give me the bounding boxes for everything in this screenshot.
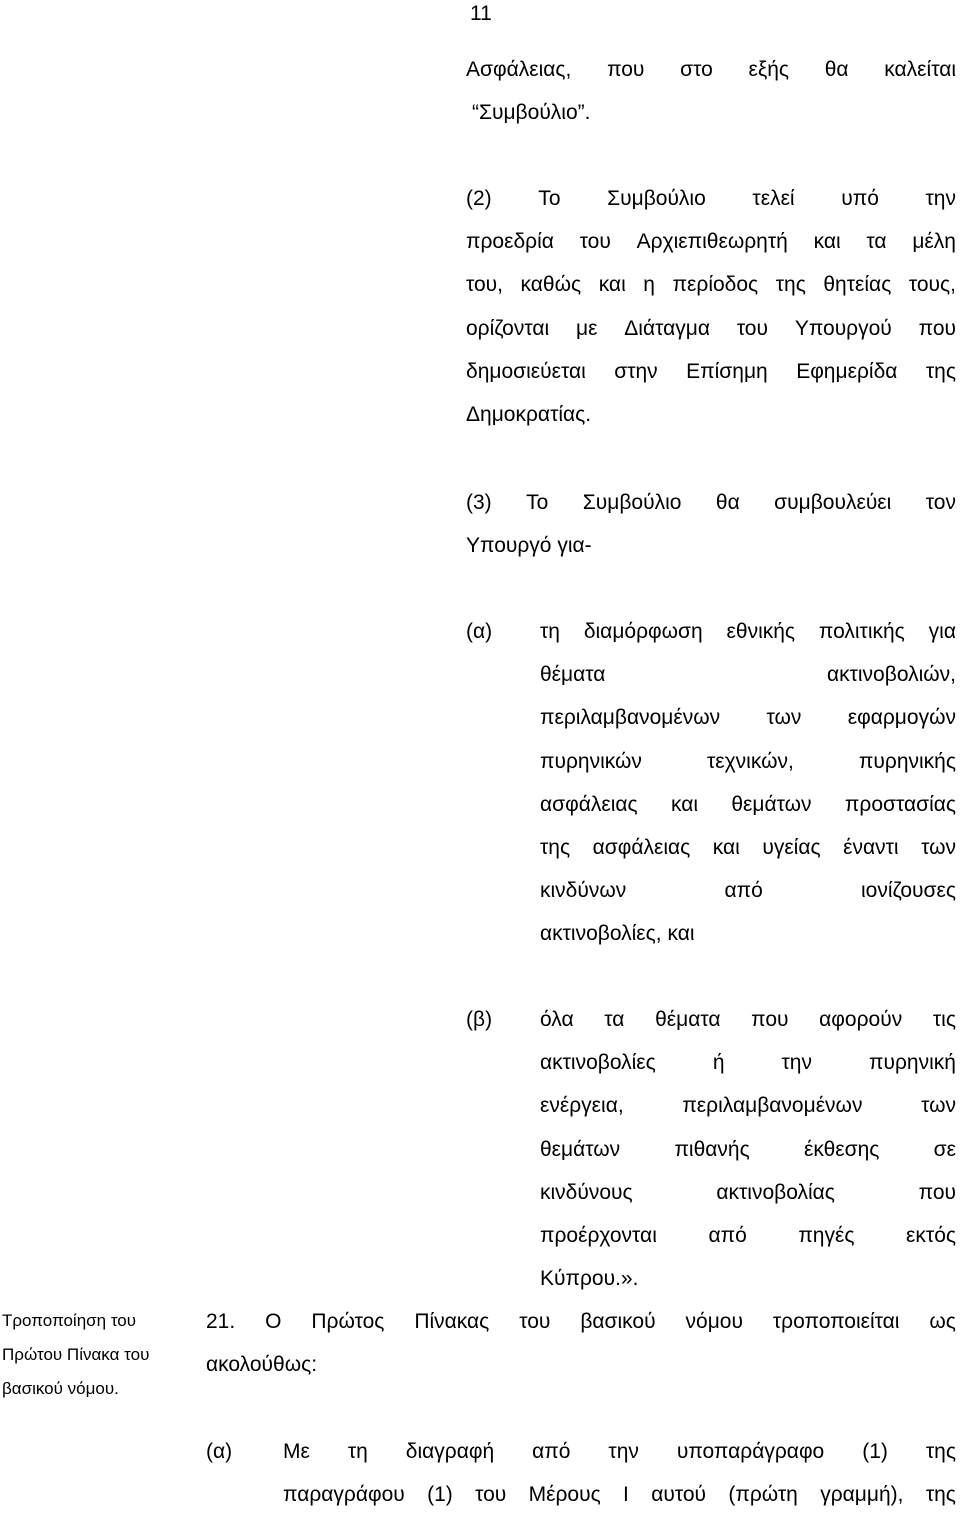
word: εφαρμογών xyxy=(847,706,956,730)
word: τα xyxy=(866,230,887,254)
word: που xyxy=(918,316,956,340)
text-line xyxy=(540,740,956,783)
word: Υπουργού xyxy=(794,316,892,340)
word: τη xyxy=(540,620,560,643)
word: θέματα xyxy=(540,663,606,687)
word: από xyxy=(532,1440,571,1463)
word: ορίζονται xyxy=(466,316,550,340)
word: Μέρους xyxy=(528,1483,601,1507)
word: συμβουλεύει xyxy=(774,491,892,514)
text-line xyxy=(540,653,956,696)
word: περιλαμβανομένων xyxy=(682,1094,863,1118)
word: έκθεσης xyxy=(803,1137,880,1161)
word: ασφάλειας xyxy=(540,792,638,816)
word: που xyxy=(607,58,645,81)
word: Ο xyxy=(265,1310,282,1333)
text-line xyxy=(540,610,956,653)
word: θεμάτων xyxy=(731,792,812,816)
word: αφορούν xyxy=(819,1008,903,1031)
word: 21. xyxy=(206,1310,236,1333)
word: την xyxy=(781,1051,812,1075)
word: Εφημερίδα xyxy=(796,359,898,383)
word: Το xyxy=(526,491,549,514)
word: θέματα xyxy=(655,1008,721,1031)
word: Συμβούλιο xyxy=(607,187,706,210)
word: του xyxy=(736,316,768,340)
word: Αρχιεπιθεωρητή xyxy=(636,230,788,254)
word: ακτινοβολίας xyxy=(716,1180,835,1204)
word: Με xyxy=(283,1440,310,1463)
word: ακτινοβολίες xyxy=(540,1051,656,1075)
text-line xyxy=(466,48,956,91)
word: Επίσημη xyxy=(686,359,768,383)
word: περίοδος xyxy=(672,273,759,297)
text-line: ακτινοβολίες, και xyxy=(540,922,695,946)
word: Συμβούλιο xyxy=(582,491,682,514)
word: τους, xyxy=(908,273,956,297)
word: διαγραφή xyxy=(405,1440,495,1463)
word: τον xyxy=(925,491,956,514)
word: ιονίζουσες xyxy=(861,879,956,903)
sub-a-text xyxy=(283,1430,956,1516)
word: προεδρία xyxy=(466,230,554,254)
word: τη xyxy=(347,1440,368,1463)
word: γραμμή), xyxy=(820,1483,904,1507)
word: της xyxy=(925,1440,956,1463)
text-line: “Συμβούλιο”. xyxy=(472,101,591,125)
word: πυρηνικής xyxy=(858,749,956,773)
margin-note-line: Πρώτου Πίνακα του xyxy=(2,1345,150,1364)
word: θα xyxy=(824,58,849,81)
word: Πρώτος xyxy=(311,1310,385,1333)
word: με xyxy=(575,316,598,340)
word: διαμόρφωση xyxy=(583,620,703,643)
word: ως xyxy=(929,1310,956,1333)
text-line: Υπουργό για- xyxy=(466,534,592,558)
text-line xyxy=(206,1300,956,1343)
text-line xyxy=(466,307,956,350)
word: και xyxy=(598,273,626,297)
word: ασφάλειας xyxy=(592,836,691,860)
word: ενέργεια, xyxy=(540,1094,624,1118)
word: εξής xyxy=(748,58,790,81)
text-line: Δημοκρατίας. xyxy=(466,403,592,427)
word: κινδύνων xyxy=(540,879,627,903)
text-line xyxy=(466,263,956,306)
word: κινδύνους xyxy=(540,1180,633,1204)
word: Πίνακας xyxy=(414,1310,490,1333)
word: του xyxy=(475,1483,507,1507)
word: την xyxy=(925,187,956,210)
word: που xyxy=(918,1180,956,1204)
item-a-label: (α) xyxy=(466,620,493,643)
word: και xyxy=(670,792,699,816)
word: στο xyxy=(680,58,713,81)
word: πιθανής xyxy=(674,1137,750,1161)
text-line xyxy=(466,481,956,524)
word: θεμάτων xyxy=(540,1137,621,1161)
word: αυτού xyxy=(651,1483,707,1507)
text-line xyxy=(540,1214,956,1257)
word: πηγές xyxy=(798,1224,855,1248)
text-line xyxy=(283,1430,956,1473)
text-line xyxy=(540,1041,956,1084)
word: της xyxy=(775,273,806,297)
word: τα xyxy=(604,1008,625,1031)
word: εκτός xyxy=(906,1224,956,1248)
text-line xyxy=(540,783,956,826)
word: (3) xyxy=(466,491,492,514)
word: Ι xyxy=(623,1483,629,1507)
word: του xyxy=(519,1310,551,1333)
word: της xyxy=(540,836,571,860)
text-line xyxy=(283,1473,956,1516)
word: υγείας xyxy=(762,836,821,860)
item-b-text xyxy=(540,998,956,1300)
word: των xyxy=(766,706,802,730)
text-line: ακολούθως: xyxy=(206,1353,318,1377)
word: θα xyxy=(715,491,740,514)
word: τελεί xyxy=(752,187,795,210)
word: παραγράφου xyxy=(283,1483,405,1507)
word: πυρηνική xyxy=(869,1051,956,1075)
text-line xyxy=(466,350,956,393)
word: προέρχονται xyxy=(540,1224,657,1248)
word: τις xyxy=(932,1008,956,1031)
word: των xyxy=(921,1094,956,1118)
section-21 xyxy=(206,1300,956,1386)
word: πολιτικής xyxy=(818,620,905,643)
word: περιλαμβανομένων xyxy=(540,706,721,730)
item-b-label: (β) xyxy=(466,1008,493,1031)
intro-paragraph xyxy=(466,48,956,134)
word: την xyxy=(608,1440,639,1463)
margin-note-line: βασικού νόμου. xyxy=(2,1379,119,1398)
word: υπό xyxy=(841,187,879,210)
word: Διάταγμα xyxy=(624,316,710,340)
word: όλα xyxy=(540,1008,574,1031)
margin-note-line: Τροποποίηση του xyxy=(2,1311,137,1330)
sub-a-label: (α) xyxy=(206,1440,233,1463)
text-line xyxy=(466,177,956,220)
word: εθνικής xyxy=(726,620,796,643)
word: που xyxy=(751,1008,789,1031)
word: βασικού xyxy=(580,1310,656,1333)
text-line xyxy=(540,1171,956,1214)
word: του, xyxy=(466,273,503,297)
paragraph-3 xyxy=(466,481,956,567)
word: (1) xyxy=(862,1440,888,1463)
page-number: 11 xyxy=(470,2,492,25)
text-line xyxy=(540,696,956,739)
text-line xyxy=(540,1128,956,1171)
word: σε xyxy=(933,1137,956,1161)
word: του xyxy=(579,230,611,254)
word: θητείας xyxy=(823,273,892,297)
word: δημοσιεύεται xyxy=(466,359,586,383)
word: στην xyxy=(614,359,658,383)
text-line xyxy=(540,1084,956,1127)
word: μέλη xyxy=(912,230,956,254)
word: τεχνικών, xyxy=(707,749,794,773)
word: και xyxy=(712,836,740,860)
word: προστασίας xyxy=(844,792,956,816)
word: για xyxy=(928,620,956,643)
word: τροποποιείται xyxy=(772,1310,900,1333)
word: υποπαράγραφο xyxy=(676,1440,825,1463)
text-line: Κύπρου.». xyxy=(540,1267,639,1291)
word: Ασφάλειας, xyxy=(466,58,572,81)
word: πυρηνικών xyxy=(540,749,642,773)
text-line xyxy=(540,998,956,1041)
text-line xyxy=(540,826,956,869)
word: (1) xyxy=(427,1483,453,1507)
word: και xyxy=(813,230,841,254)
word: ακτινοβολιών, xyxy=(826,663,956,687)
item-a-text xyxy=(540,610,956,956)
word: από xyxy=(724,879,763,903)
word: η xyxy=(643,273,655,297)
margin-note xyxy=(2,1304,149,1406)
word: από xyxy=(708,1224,747,1248)
word: έναντι xyxy=(843,836,899,860)
word: καθώς xyxy=(520,273,582,297)
word: ή xyxy=(712,1051,725,1075)
word: καλείται xyxy=(884,58,956,81)
text-line xyxy=(540,869,956,912)
word: νόμου xyxy=(685,1310,743,1333)
word: της xyxy=(925,359,956,383)
word: (πρώτη xyxy=(728,1483,798,1507)
word: των xyxy=(921,836,956,860)
word: Το xyxy=(538,187,561,210)
text-line xyxy=(466,220,956,263)
paragraph-2 xyxy=(466,177,956,436)
word: της xyxy=(925,1483,956,1507)
word: (2) xyxy=(466,187,492,210)
